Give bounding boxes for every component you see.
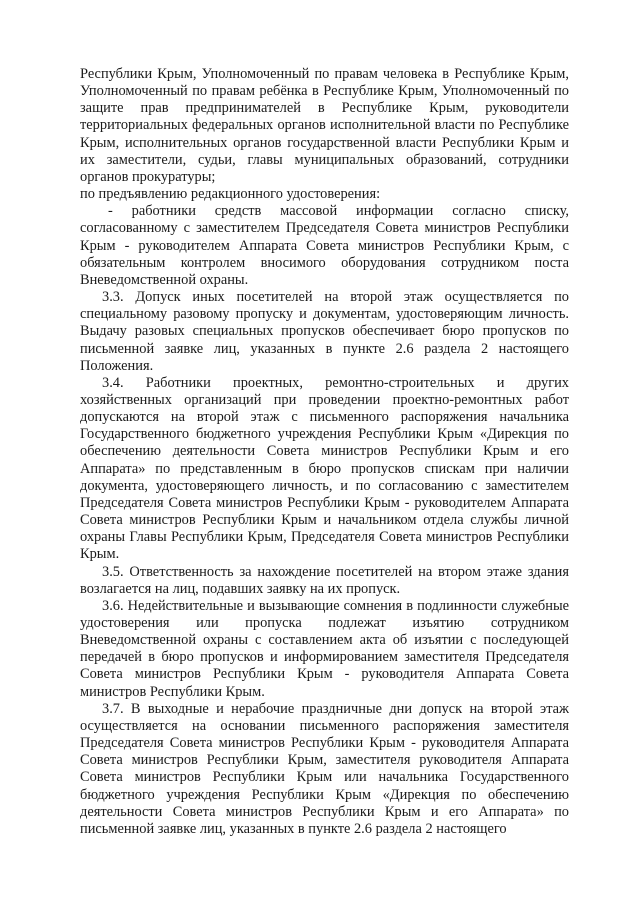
paragraph-3-6: 3.6. Недействительные и вызывающие сомнения в подлинности служебные удостоверения или пропуска подлежат изъятию сотрудником Вневедомственной охраны с составлением акта об изъятии с последующей передачей в бюро пропусков и информированием заместителя Председателя Совета министров Республики Крым - руководителя Аппарата Совета министров Республики Крым.	[80, 597, 569, 700]
paragraph-press-credentials: по предъявлению редакционного удостоверения:	[80, 186, 381, 203]
paragraph-3-4: 3.4. Работники проектных, ремонтно-строительных и других хозяйственных организаций при проведении проектно-ремонтных работ допускаются на второй этаж с письменного распоряжения начальника Государственного бюджетного учреждения Республики Крым «Дирекция по обеспечению деятельности Совета министров Республики Крым и его Аппарата» по представленным в бюро пропусков спискам при наличии документа, удостоверяющего личность, и по согласованию с заместителем Председателя Совета министров Республики Крым - руководителем Аппарата Совета министров Республики Крым и начальником отдела службы личной охраны Главы Республики Крым, Председателя Совета министров Республики Крым.	[80, 374, 569, 563]
document-body	[80, 66, 569, 838]
paragraph-3-5: 3.5. Ответственность за нахождение посетителей на втором этаже здания возлагается на лиц, подавших заявку на их пропуск.	[80, 563, 569, 597]
paragraph-3-3: 3.3. Допуск иных посетителей на второй этаж осуществляется по специальному разовому пропуску и документам, удостоверяющим личность. Выдачу разовых специальных пропусков обеспечивает бюро пропусков по письменной заявке лиц, указанных в пункте 2.6 раздела 2 настоящего Положения.	[80, 289, 569, 374]
paragraph-3-7: 3.7. В выходные и нерабочие праздничные дни допуск на второй этаж осуществляется на основании письменного распоряжения заместителя Председателя Совета министров Республики Крым - руководителя Аппарата Совета министров Республики Крым, заместителя руководителя Аппарата Совета министров Республики Крым или начальника Государственного бюджетного учреждения Республики Крым «Дирекция по обеспечению деятельности Совета министров Республики Крым и его Аппарата» по письменной заявке лиц, указанных в пункте 2.6 раздела 2 настоящего	[80, 700, 569, 837]
paragraph-continuation: Республики Крым, Уполномоченный по правам человека в Республике Крым, Уполномоченный по правам ребёнка в Республике Крым, Уполномоченный по защите прав предпринимателей в Республике Крым, руководители территориальных федеральных органов исполнительной власти по Республике Крым, исполнительных органов государственной власти Республики Крым и их заместители, судьи, главы муниципальных образований, сотрудники органов прокуратуры;	[80, 66, 569, 185]
paragraph-media-workers: - работники средств массовой информации согласно списку, согласованному с заместителем Председателя Совета министров Республики Крым - руководителем Аппарата Совета министров Республики Крым, с обязательным контролем вносимого оборудования сотрудником поста Вневедомственной охраны.	[80, 203, 569, 288]
